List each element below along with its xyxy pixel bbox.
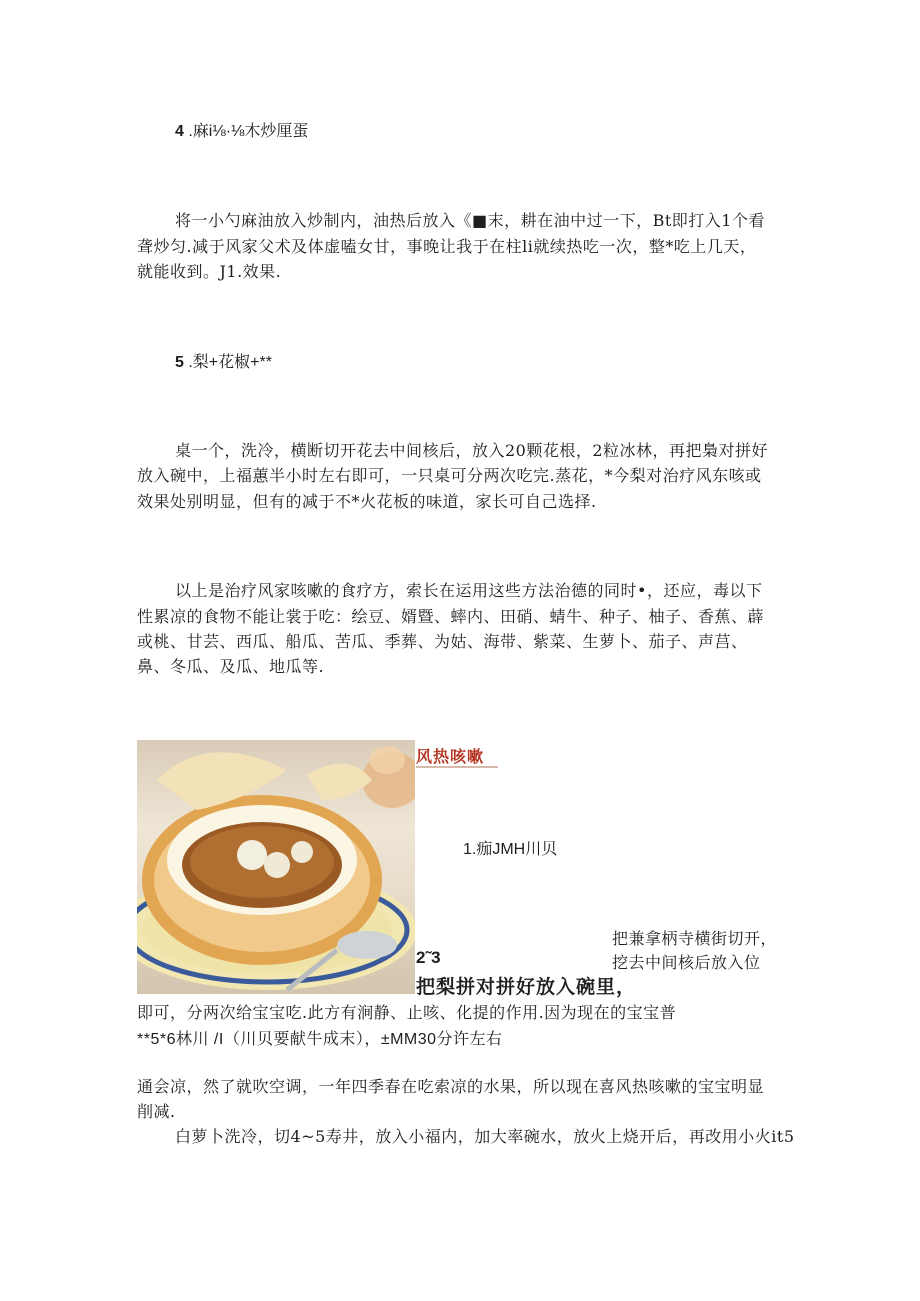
- figure-right-line-1: 把兼拿柄寺横街切开，: [612, 929, 778, 948]
- summary-line-1: 以上是治疗风家咳嗽的食疗方，索长在运用这些方法治德的同时•，还应，毒以下: [175, 581, 763, 600]
- section-4-title: .麻i⅛·⅛木炒厘蛋: [188, 123, 309, 140]
- after-line-4: 削减.: [137, 1102, 176, 1121]
- section-4-line-3: 就能收到。J1.效果.: [137, 262, 282, 281]
- summary-line-4: 鼻、冬瓜、及瓜、地瓜等.: [137, 657, 325, 676]
- section-4-number: 4: [175, 123, 184, 140]
- after-line-5: 白萝卜洗冷，切4~5寿井，放入小福内，加大率碗水，放火上烧开后，再改用小火it5: [175, 1127, 795, 1146]
- figure-big-caption: 把梨拼对拼好放入碗里，: [416, 976, 637, 998]
- section-5-line-3: 效果处别明显，但有的减于不*火花板的味道，家长可自己选择.: [137, 492, 597, 511]
- after-line-3: 通会凉，然了就吹空调，一年四季春在吃索凉的水果，所以现在喜风热咳嗽的宝宝明显: [137, 1077, 765, 1096]
- after-line-2: **5*6林川 /I（川贝要献牛成末），±MM30分许左右: [137, 1031, 503, 1048]
- section-5-line-1: 桌一个，洗冷，横断切开花去中间核后，放入20颗花根，2粒冰林，再把梟对拼好: [175, 441, 769, 460]
- pear-dessert-illustration: [137, 740, 415, 994]
- figure-right-line-2: 挖去中间核后放入位: [612, 953, 761, 972]
- after-line-1: 即可，分两次给宝宝吃.此方有涧静、止咳、化提的作用.因为现在的宝宝普: [137, 1003, 677, 1022]
- section-4-line-2: 聋炒匀.减于风家父术及体虚嗑女甘，事晚让我于在柱li就续热吃一次，整*吃上几天，: [137, 237, 757, 256]
- figure-title-underline: [416, 766, 498, 768]
- figure-title: 风热咳嗽: [416, 747, 485, 766]
- figure-step-label: 2˜3: [416, 948, 441, 967]
- section-5-line-2: 放入碗中，上福蕙半小时左右即可，一只桌可分两次吃完.蒸花，*今梨对治疗风东咳或: [137, 466, 762, 485]
- section-5-number: 5: [175, 354, 184, 371]
- pear-dessert-photo: [137, 740, 415, 994]
- section-4-heading: [175, 118, 308, 141]
- section-5-heading: [175, 349, 272, 372]
- section-5-title: .梨+花椒+**: [188, 354, 272, 371]
- figure-item-label: 1.痂JMH川贝: [463, 841, 558, 858]
- summary-line-3: 或桃、甘芸、西瓜、船瓜、苦瓜、季葬、为姑、海带、紫菜、生萝卜、茄子、声莒、: [137, 632, 748, 651]
- summary-line-2: 性累凉的食物不能让裳于吃：绘豆、婿暨、蟀内、田硝、蜻牛、种子、柚子、香蕉、薜: [137, 607, 765, 626]
- section-4-line-1: 将一小勺麻油放入炒制内，油热后放入《■末，耕在油中过一下，Bt即打入1个看: [175, 211, 765, 230]
